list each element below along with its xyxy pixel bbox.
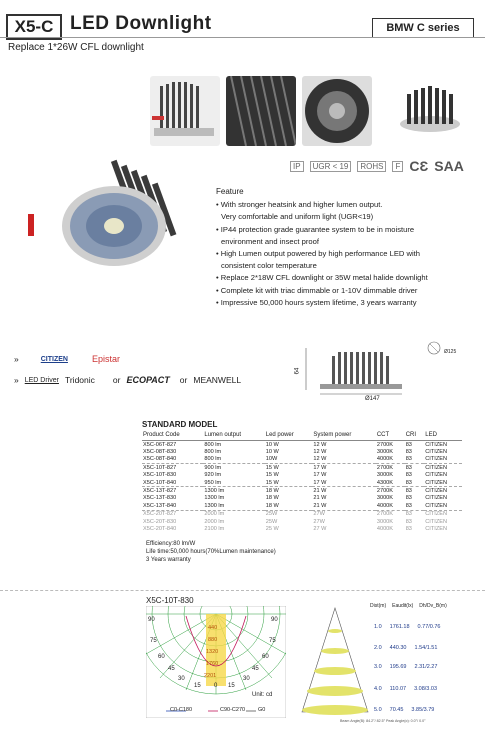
table-cell: 950 lm <box>203 479 264 487</box>
driver-label: LED Driver <box>24 376 59 384</box>
table-cell: 2700K <box>376 464 394 471</box>
table-row <box>142 472 462 479</box>
column-header: Lumen output <box>203 431 264 441</box>
f-mark-icon: F <box>392 161 403 172</box>
epistar-logo: Epistar <box>91 354 120 364</box>
feature-item: • IP44 protection grade guarantee system to be in moisture <box>216 224 415 234</box>
table-cell: 10W <box>265 456 313 464</box>
table-cell: CITIZEN <box>425 525 448 532</box>
feature-item: Very comfortable and uniform light (UGR<19) <box>221 212 374 222</box>
table-row <box>142 479 462 487</box>
angle-label: 90 <box>271 617 278 623</box>
feature-list <box>216 186 478 309</box>
table-cell: X5C-10T-827 <box>143 464 177 471</box>
or-text: or <box>112 375 121 385</box>
cone-cell: 0.77/0.76 <box>417 624 441 630</box>
legend-item: C90-C270 <box>220 707 246 713</box>
cone-cell: 195.69 <box>389 664 407 670</box>
cone-header-cell: Eaudit(lx) <box>392 603 414 609</box>
table-cell: 800 lm <box>203 456 264 464</box>
ugr-badge: UGR < 19 <box>310 161 352 172</box>
cutout-dimension: Ø125 <box>444 349 457 355</box>
table-cell: 18 W <box>265 495 279 502</box>
ecopact-logo: ECOPACT <box>126 375 170 385</box>
angle-label: 60 <box>262 654 269 660</box>
table-cell: 18 W <box>265 502 313 510</box>
table-cell: 17 W <box>313 472 327 479</box>
cone-cell: 110.07 <box>389 686 407 692</box>
angle-label: 75 <box>269 638 276 644</box>
cone-cell: 3.0 <box>374 664 382 670</box>
table-cell: 920 lm <box>204 472 222 479</box>
cone-diagram <box>300 606 370 718</box>
series-badge: BMW C series <box>372 18 474 38</box>
table-cell: 25W <box>265 518 278 525</box>
table-cell: X5C-08T-840 <box>142 456 203 464</box>
table-row <box>142 487 462 495</box>
feature-item: • With stronger heatsink and higher lumen output. <box>216 200 383 210</box>
table-cell: 83 <box>405 449 412 456</box>
table-cell: 83 <box>405 456 425 464</box>
cone-cell: 70.45 <box>389 707 404 713</box>
table-cell: X5C-20T-827 <box>143 511 177 518</box>
header-rule <box>0 37 485 38</box>
table-cell: 2700K <box>376 511 394 518</box>
note-line: 3 Years warranty <box>146 557 191 563</box>
table-cell: 83 <box>405 464 412 471</box>
driver-row <box>14 375 241 385</box>
table-cell: X5C-20T-830 <box>143 518 177 525</box>
table-cell: 83 <box>405 479 425 487</box>
cone-header-cell: Dh/Dv_B(m) <box>419 603 447 609</box>
table-cell: 2700K <box>376 488 394 495</box>
cone-cell: 1.0 <box>374 624 382 630</box>
table-cell: CITIZEN <box>424 456 462 464</box>
angle-label: 45 <box>252 666 259 672</box>
table-cell: 3000K <box>376 495 394 502</box>
table-row <box>142 464 462 472</box>
table-cell: 83 <box>405 488 412 495</box>
page-title: LED Downlight <box>70 13 212 34</box>
angle-label: 30 <box>243 676 250 682</box>
note-line: Life time:50,000 hours(70%Lumen maintenance) <box>146 549 276 555</box>
table-cell: 18 W <box>265 488 279 495</box>
cone-header-cell: Dist(m) <box>370 603 387 609</box>
intensity-label: 880 <box>208 637 218 643</box>
table-cell: 4000K <box>376 502 405 510</box>
table-cell: 2000 lm <box>204 518 225 525</box>
model-code: X5-C <box>6 14 62 40</box>
legend-item: G0 <box>258 707 266 713</box>
table-cell: 900 lm <box>204 464 222 471</box>
table-cell: X5C-06T-827 <box>143 441 177 448</box>
cone-cell: 1761.18 <box>389 624 410 630</box>
cone-cell: 3.08/3.03 <box>414 686 438 692</box>
column-header: Product Code <box>142 431 203 441</box>
or-text: or <box>179 375 188 385</box>
table-cell: 25W <box>265 511 278 518</box>
table-cell: 21 W <box>313 495 327 502</box>
table-cell: X5C-13T-840 <box>142 502 203 510</box>
cone-cell: 2.31/2.27 <box>414 664 438 670</box>
intensity-label: 1760 <box>206 661 219 667</box>
table-cell: 4300K <box>376 479 405 487</box>
angle-label: 90 <box>148 617 155 623</box>
column-header: Led power <box>265 431 313 441</box>
angle-label: 15 <box>194 683 201 689</box>
table-row <box>142 510 462 518</box>
angle-label: 45 <box>168 666 175 672</box>
feature-item: environment and insect proof <box>221 236 319 246</box>
table-row <box>142 495 462 502</box>
cone-cell: 440.30 <box>389 645 407 651</box>
product-thumbnail-top <box>302 76 372 146</box>
standard-model-table <box>142 420 462 533</box>
feature-item: • Complete kit with triac dimmable or 1-10V dimmable driver <box>216 285 418 295</box>
table-cell: 25 W <box>265 525 279 532</box>
note-line: Efficiency:80 lm/W <box>146 541 196 547</box>
led-chip-row <box>14 354 120 364</box>
table-cell: 12 W <box>312 456 375 464</box>
table-title: STANDARD MODEL <box>142 420 218 429</box>
angle-label: 0 <box>214 683 218 689</box>
table-cell: 1300 lm <box>203 502 264 510</box>
table-cell: 15 W <box>265 464 279 471</box>
table-row <box>142 502 462 510</box>
table-cell: X5C-13T-827 <box>143 488 177 495</box>
table-cell: 17 W <box>312 479 375 487</box>
notes <box>146 540 276 564</box>
table-cell: CITIZEN <box>425 441 448 448</box>
cone-cell: 3.85/3.79 <box>411 707 435 713</box>
saa-badge: SAA <box>434 158 464 174</box>
table-cell: 800 lm <box>204 441 222 448</box>
table-cell: 3000K <box>376 518 394 525</box>
table-cell: 83 <box>405 511 412 518</box>
feature-item: • Impressive 50,000 hours system lifetime, 3 years warranty <box>216 297 417 307</box>
cone-row <box>374 686 437 692</box>
table-cell: CITIZEN <box>425 495 448 502</box>
angle-label: 60 <box>158 654 165 660</box>
table-cell: CITIZEN <box>425 511 448 518</box>
table-cell: 83 <box>405 502 425 510</box>
table-row <box>142 456 462 464</box>
angle-label: 15 <box>228 683 235 689</box>
table-cell: 2100 lm <box>204 525 225 532</box>
ce-badge: CƐ <box>409 158 429 174</box>
table-cell: 1300 lm <box>204 488 225 495</box>
product-thumbnail-fins <box>226 76 296 146</box>
table-cell: 12 W <box>313 449 327 456</box>
table-cell: 1300 lm <box>204 495 225 502</box>
table-cell: 17 W <box>313 464 327 471</box>
row-marker: » <box>14 354 19 364</box>
citizen-logo: CITIZEN <box>40 355 68 363</box>
diameter-dimension: Ø147 <box>365 396 380 402</box>
table-cell: 3000K <box>376 472 394 479</box>
cone-footer: Beam Angle(B): 84.2°/ 82.5° Peak Angle(α): 0.0°/ 0.0° <box>340 719 426 723</box>
table-row <box>142 518 462 525</box>
angle-label: 75 <box>150 638 157 644</box>
height-dimension: 64 <box>294 367 301 375</box>
table-cell: CITIZEN <box>425 488 448 495</box>
table-cell: 800 lm <box>204 449 222 456</box>
table-cell: CITIZEN <box>424 502 462 510</box>
polar-title: X5C-10T-830 <box>146 596 194 605</box>
cone-cell: 5.0 <box>374 707 382 713</box>
table-cell: 27 W <box>313 525 327 532</box>
cone-row <box>374 707 434 713</box>
cone-row <box>374 645 437 651</box>
feature-item: consistent color temperature <box>221 261 317 271</box>
unit-label: Unit: cd <box>252 692 273 698</box>
feature-heading: Feature <box>216 187 244 196</box>
table-cell: X5C-08T-830 <box>143 449 177 456</box>
angle-label: 30 <box>178 676 185 682</box>
column-header: LED <box>424 431 462 441</box>
table-row <box>142 525 462 532</box>
table-cell: 83 <box>405 472 412 479</box>
cone-cell: 2.0 <box>374 645 382 651</box>
cone-row <box>374 624 440 630</box>
table-cell: 21 W <box>313 488 327 495</box>
feature-item: • Replace 2*18W CFL downlight or 35W metal halide downlight <box>216 273 428 283</box>
table-cell: 15 W <box>265 479 313 487</box>
feature-item: • High Lumen output powered by high performance LED with <box>216 249 421 259</box>
intensity-label: 2201 <box>204 673 217 679</box>
meanwell-label: MEANWELL <box>193 375 242 385</box>
table-cell: X5C-10T-830 <box>143 472 177 479</box>
page-subtitle: Replace 1*26W CFL downlight <box>8 42 144 53</box>
cone-header <box>370 603 447 609</box>
cone-row <box>374 664 437 670</box>
certification-row <box>290 158 464 174</box>
table-cell: 27W <box>313 518 325 525</box>
cone-cell: 4.0 <box>374 686 382 692</box>
table-cell: 83 <box>405 525 412 532</box>
column-header: System power <box>312 431 375 441</box>
tridonic-label: Tridonic <box>64 375 95 385</box>
table-cell: 2700K <box>376 441 394 448</box>
table-cell: X5C-13T-830 <box>143 495 177 502</box>
table-cell: 3000K <box>376 449 394 456</box>
cone-cell: 1.54/1.51 <box>414 645 438 651</box>
table-cell: 15 W <box>265 472 279 479</box>
table-cell: 27W <box>313 511 325 518</box>
table-cell: CITIZEN <box>424 479 462 487</box>
table-cell: CITIZEN <box>425 464 448 471</box>
table-cell: 10 W <box>265 441 279 448</box>
table-row <box>142 441 462 449</box>
table-header-row <box>142 431 462 441</box>
table-cell: 4000K <box>376 525 394 532</box>
table-cell: 12 W <box>313 441 327 448</box>
intensity-label: 440 <box>208 625 218 631</box>
table-cell: 83 <box>405 518 412 525</box>
row-marker: » <box>14 375 19 385</box>
product-thumbnail-heatsink <box>395 76 465 146</box>
table-cell: CITIZEN <box>425 518 448 525</box>
rohs-badge: ROHS <box>357 161 386 172</box>
table-row <box>142 448 462 455</box>
column-header: CCT <box>376 431 405 441</box>
table-cell: X5C-20T-840 <box>143 525 177 532</box>
intensity-label: 1320 <box>206 649 219 655</box>
legend-item: C0-C180 <box>170 707 193 713</box>
ip-icon: IP <box>290 161 304 172</box>
table-cell: 83 <box>405 495 412 502</box>
product-photo <box>26 134 196 304</box>
table-cell: 2000 lm <box>204 511 225 518</box>
section-divider <box>0 590 485 591</box>
table-cell: 83 <box>405 441 412 448</box>
table-cell: X5C-10T-840 <box>142 479 203 487</box>
column-header: CRI <box>405 431 425 441</box>
table-cell: CITIZEN <box>425 449 448 456</box>
table-cell: 10 W <box>265 449 279 456</box>
table-cell: 21 W <box>312 502 375 510</box>
table-cell: CITIZEN <box>425 472 448 479</box>
table-cell: 4000K <box>376 456 405 464</box>
